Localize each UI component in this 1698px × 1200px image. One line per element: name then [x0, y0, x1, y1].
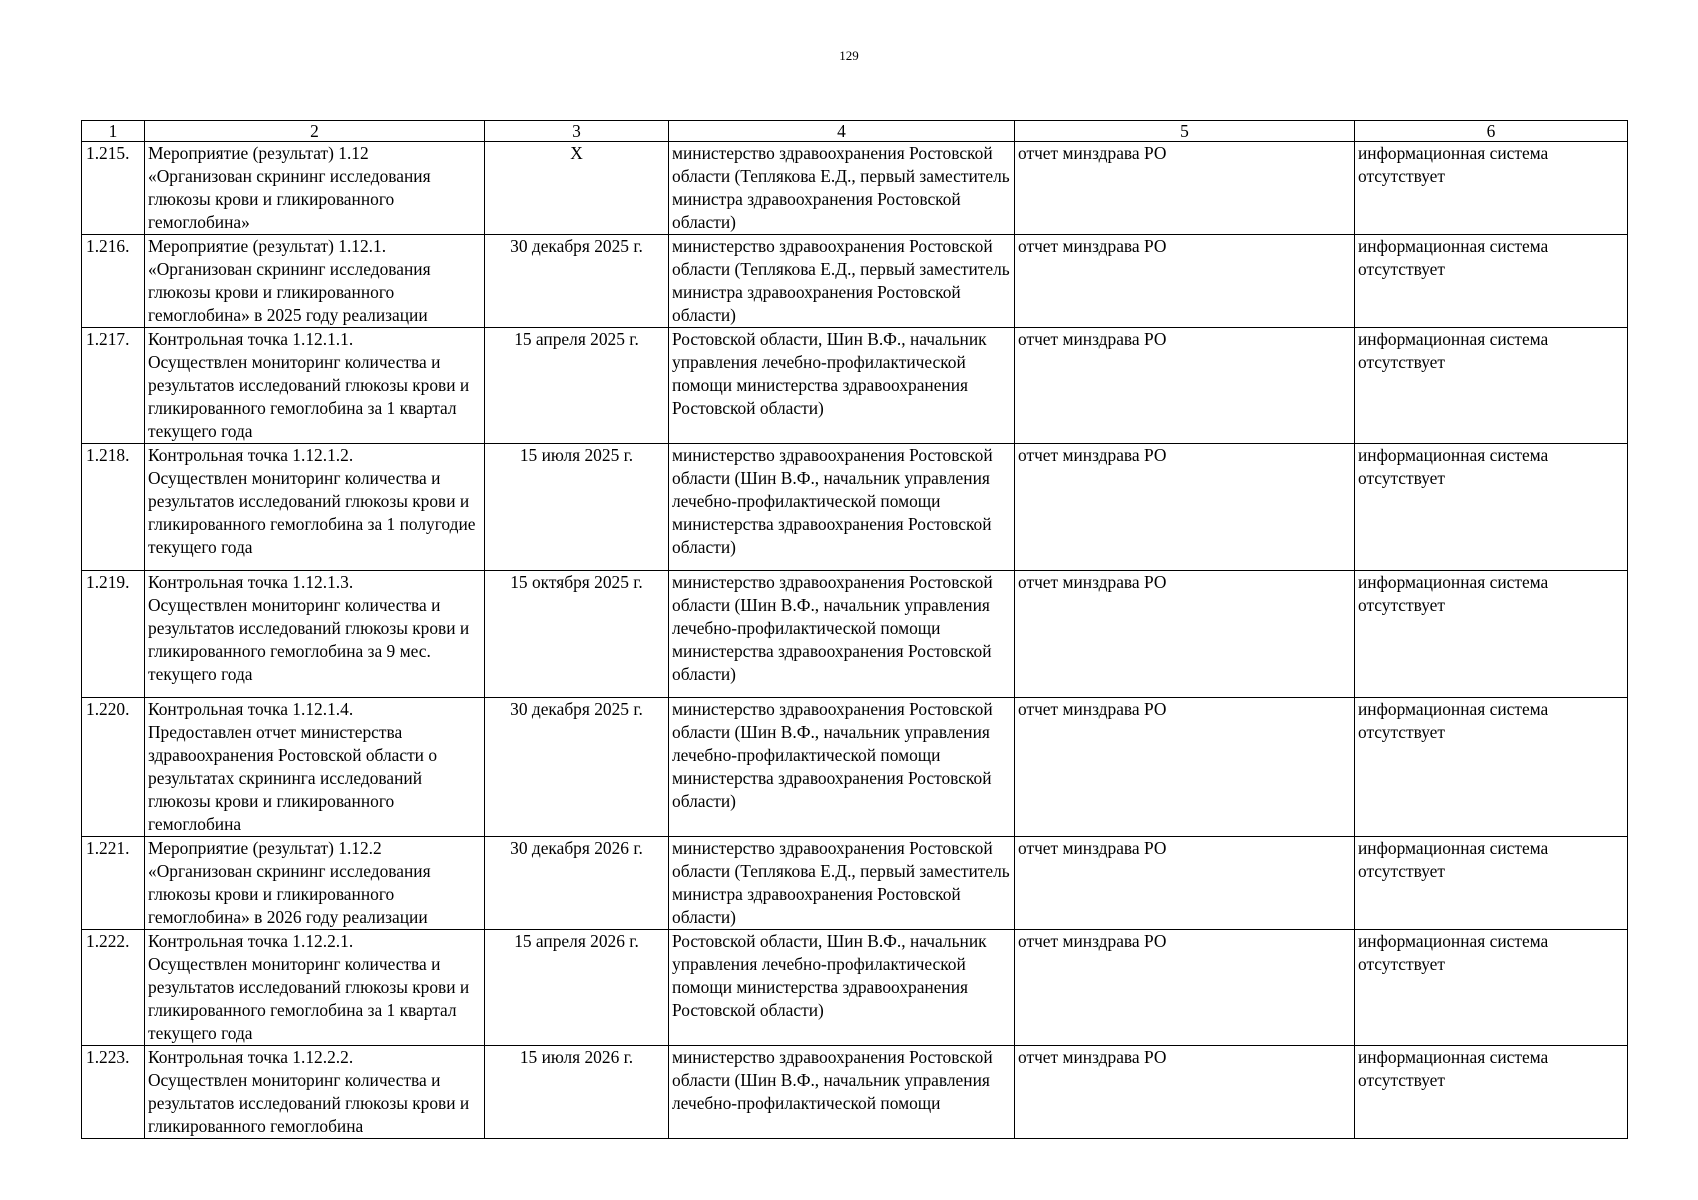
- event-cell: Контрольная точка 1.12.1.3. Осуществлен мониторинг количества и результатов исследований глюкозы крови и гликированного гемоглобина за 9 мес. текущего года: [145, 571, 485, 698]
- table-row: [82, 1046, 1628, 1139]
- event-cell: Мероприятие (результат) 1.12 «Организован скрининг исследования глюкозы крови и гликированного гемоглобина»: [145, 142, 485, 235]
- responsible-cell: министерство здравоохранения Ростовской области (Шин В.Ф., начальник управления лечебно-профилактической помощи министерства здравоохранения Ростовской области): [669, 444, 1015, 571]
- column-header: 6: [1355, 121, 1628, 142]
- info-system-cell: информационная система отсутствует: [1355, 444, 1628, 571]
- responsible-cell: Ростовской области, Шин В.Ф., начальник управления лечебно-профилактической помощи министерства здравоохранения Ростовской области): [669, 930, 1015, 1046]
- table-row: [82, 142, 1628, 235]
- event-cell: Контрольная точка 1.12.1.1. Осуществлен мониторинг количества и результатов исследований глюкозы крови и гликированного гемоглобина за 1 квартал текущего года: [145, 328, 485, 444]
- document-cell: отчет минздрава РО: [1015, 235, 1355, 328]
- info-system-cell: информационная система отсутствует: [1355, 930, 1628, 1046]
- event-cell: Контрольная точка 1.12.1.4. Предоставлен отчет министерства здравоохранения Ростовской области о результатах скрининга исследований глюкозы крови и гликированного гемоглобина: [145, 698, 485, 837]
- info-system-cell: информационная система отсутствует: [1355, 837, 1628, 930]
- row-number-cell: 1.217.: [82, 328, 145, 444]
- event-cell: Контрольная точка 1.12.2.1. Осуществлен мониторинг количества и результатов исследований глюкозы крови и гликированного гемоглобина за 1 квартал текущего года: [145, 930, 485, 1046]
- info-system-cell: информационная система отсутствует: [1355, 1046, 1628, 1139]
- responsible-cell: Ростовской области, Шин В.Ф., начальник управления лечебно-профилактической помощи министерства здравоохранения Ростовской области): [669, 328, 1015, 444]
- info-system-cell: информационная система отсутствует: [1355, 698, 1628, 837]
- document-cell: отчет минздрава РО: [1015, 837, 1355, 930]
- date-cell: 30 декабря 2025 г.: [485, 698, 669, 837]
- responsible-cell: министерство здравоохранения Ростовской области (Шин В.Ф., начальник управления лечебно-профилактической помощи министерства здравоохранения Ростовской области): [669, 698, 1015, 837]
- table-row: [82, 444, 1628, 571]
- responsible-cell: министерство здравоохранения Ростовской области (Шин В.Ф., начальник управления лечебно-профилактической помощи: [669, 1046, 1015, 1139]
- info-system-cell: информационная система отсутствует: [1355, 571, 1628, 698]
- table-row: [82, 235, 1628, 328]
- column-header: 1: [82, 121, 145, 142]
- column-header: 3: [485, 121, 669, 142]
- info-system-cell: информационная система отсутствует: [1355, 235, 1628, 328]
- row-number-cell: 1.221.: [82, 837, 145, 930]
- column-header: 2: [145, 121, 485, 142]
- event-cell: Контрольная точка 1.12.1.2. Осуществлен мониторинг количества и результатов исследований глюкозы крови и гликированного гемоглобина за 1 полугодие текущего года: [145, 444, 485, 571]
- info-system-cell: информационная система отсутствует: [1355, 142, 1628, 235]
- date-cell: 15 июля 2025 г.: [485, 444, 669, 571]
- table-row: [82, 837, 1628, 930]
- document-cell: отчет минздрава РО: [1015, 571, 1355, 698]
- document-cell: отчет минздрава РО: [1015, 698, 1355, 837]
- event-cell: Мероприятие (результат) 1.12.1. «Организован скрининг исследования глюкозы крови и гликированного гемоглобина» в 2025 году реализации: [145, 235, 485, 328]
- document-cell: отчет минздрава РО: [1015, 328, 1355, 444]
- responsible-cell: министерство здравоохранения Ростовской области (Шин В.Ф., начальник управления лечебно-профилактической помощи министерства здравоохранения Ростовской области): [669, 571, 1015, 698]
- schedule-table: [81, 120, 1628, 1139]
- date-cell: Х: [485, 142, 669, 235]
- row-number-cell: 1.216.: [82, 235, 145, 328]
- date-cell: 30 декабря 2025 г.: [485, 235, 669, 328]
- info-system-cell: информационная система отсутствует: [1355, 328, 1628, 444]
- date-cell: 15 октября 2025 г.: [485, 571, 669, 698]
- document-cell: отчет минздрава РО: [1015, 1046, 1355, 1139]
- document-cell: отчет минздрава РО: [1015, 930, 1355, 1046]
- row-number-cell: 1.219.: [82, 571, 145, 698]
- responsible-cell: министерство здравоохранения Ростовской области (Теплякова Е.Д., первый заместитель министра здравоохранения Ростовской области): [669, 142, 1015, 235]
- row-number-cell: 1.222.: [82, 930, 145, 1046]
- event-cell: Контрольная точка 1.12.2.2. Осуществлен мониторинг количества и результатов исследований глюкозы крови и гликированного гемоглобина: [145, 1046, 485, 1139]
- table-row: [82, 571, 1628, 698]
- row-number-cell: 1.215.: [82, 142, 145, 235]
- table-header-row: [82, 121, 1628, 142]
- date-cell: 15 апреля 2025 г.: [485, 328, 669, 444]
- row-number-cell: 1.223.: [82, 1046, 145, 1139]
- table-row: [82, 328, 1628, 444]
- document-cell: отчет минздрава РО: [1015, 444, 1355, 571]
- responsible-cell: министерство здравоохранения Ростовской области (Теплякова Е.Д., первый заместитель министра здравоохранения Ростовской области): [669, 837, 1015, 930]
- date-cell: 15 апреля 2026 г.: [485, 930, 669, 1046]
- responsible-cell: министерство здравоохранения Ростовской области (Теплякова Е.Д., первый заместитель министра здравоохранения Ростовской области): [669, 235, 1015, 328]
- column-header: 4: [669, 121, 1015, 142]
- table-row: [82, 930, 1628, 1046]
- row-number-cell: 1.218.: [82, 444, 145, 571]
- table-row: [82, 698, 1628, 837]
- document-cell: отчет минздрава РО: [1015, 142, 1355, 235]
- date-cell: 30 декабря 2026 г.: [485, 837, 669, 930]
- row-number-cell: 1.220.: [82, 698, 145, 837]
- date-cell: 15 июля 2026 г.: [485, 1046, 669, 1139]
- event-cell: Мероприятие (результат) 1.12.2 «Организован скрининг исследования глюкозы крови и гликированного гемоглобина» в 2026 году реализации: [145, 837, 485, 930]
- page-number: 129: [839, 48, 859, 63]
- column-header: 5: [1015, 121, 1355, 142]
